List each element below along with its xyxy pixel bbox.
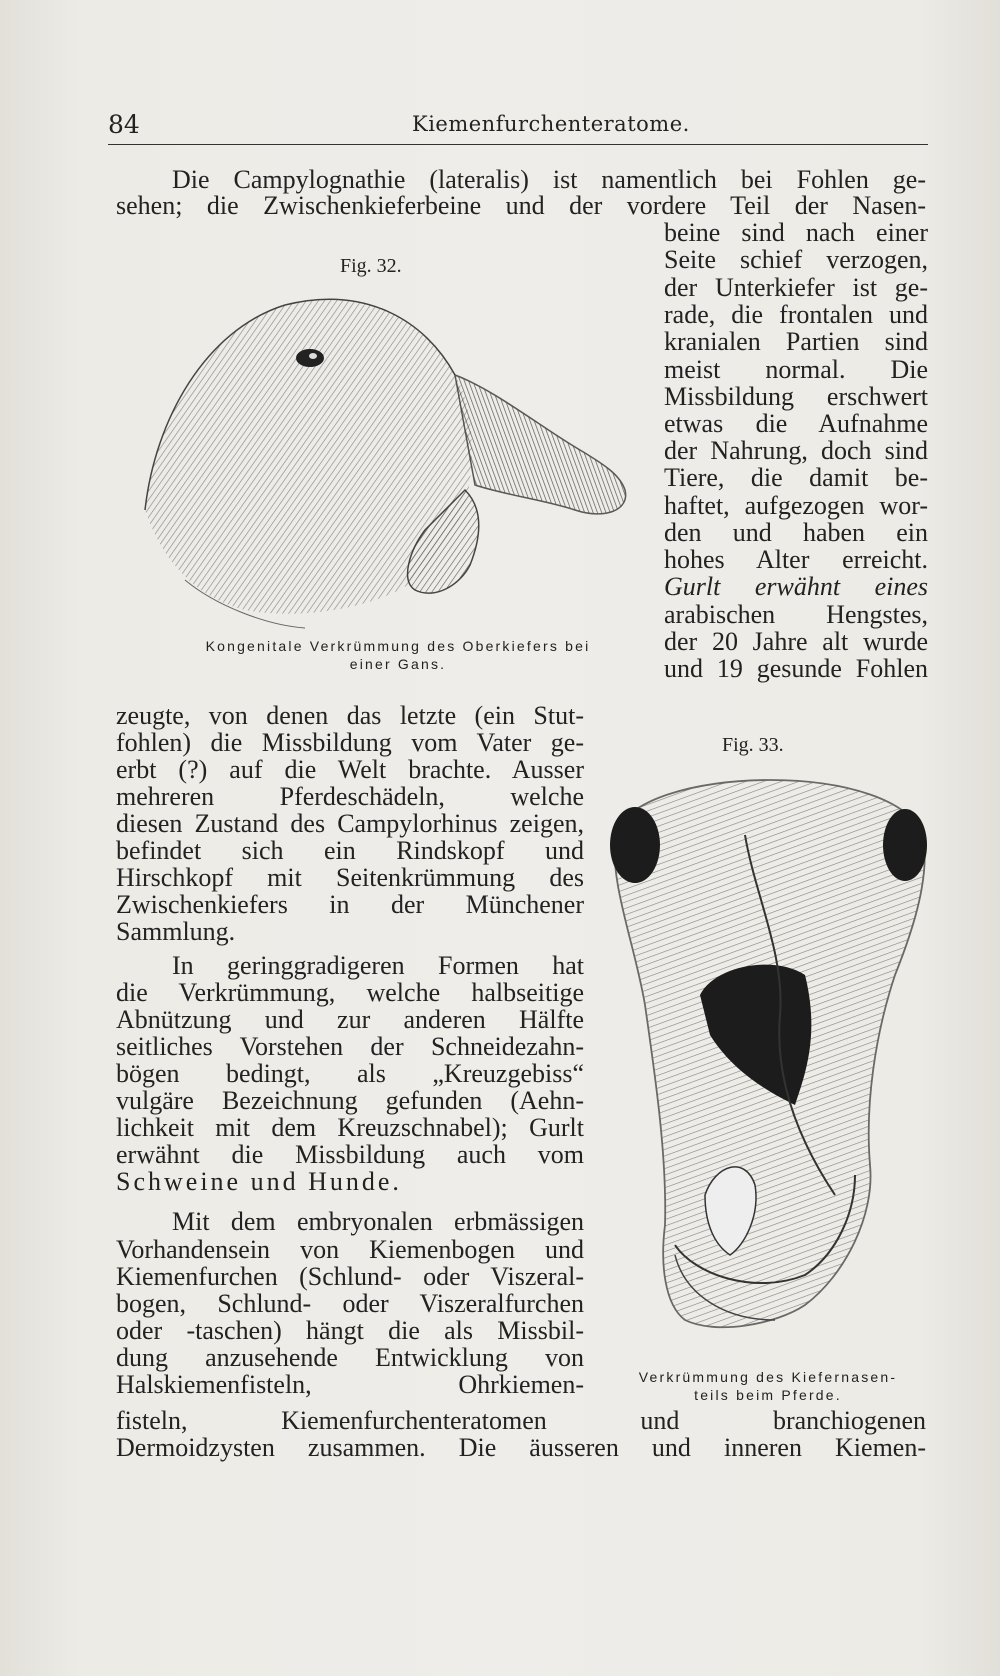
text-line: bögen bedingt, als „Kreuzgebiss“ xyxy=(116,1059,584,1088)
text-line: arabischen Hengstes, xyxy=(664,600,928,629)
text-line: lichkeit mit dem Kreuzschnabel); Gurlt xyxy=(116,1113,584,1142)
running-title: Kiemenfurchenteratome. xyxy=(412,112,690,136)
text-line: fohlen) die Missbildung vom Vater ge- xyxy=(116,728,584,757)
text-line: der Unterkiefer ist ge- xyxy=(664,273,928,302)
figure-32-caption: Kongenitale Verkrümmung des Oberkiefers bei xyxy=(205,638,591,654)
text-line: haftet, aufgezogen wor- xyxy=(664,491,928,520)
text-line: fisteln, Kiemenfurchenteratomen und branchiogenen xyxy=(116,1406,926,1435)
text-line: zeugte, von denen das letzte (ein Stut- xyxy=(116,701,584,730)
text-line: Dermoidzysten zusammen. Die äusseren und inneren Kiemen- xyxy=(116,1433,926,1462)
text-line: dung anzusehende Entwicklung von xyxy=(116,1343,584,1372)
text-line: Hirschkopf mit Seitenkrümmung des xyxy=(116,863,584,892)
text-line: den und haben ein xyxy=(664,518,928,547)
text-line: vulgäre Bezeichnung gefunden (Aehn- xyxy=(116,1086,584,1115)
text-line: Gurlt erwähnt eines xyxy=(664,572,928,601)
text-line: diesen Zustand des Campylorhinus zeigen, xyxy=(116,809,584,838)
text-line: meist normal. Die xyxy=(664,355,928,384)
text-line: Kiemenfurchen (Schlund- oder Viszeral- xyxy=(116,1262,584,1291)
text-line: oder -taschen) hängt die als Missbil- xyxy=(116,1316,584,1345)
text-line: und 19 gesunde Fohlen xyxy=(664,654,928,683)
figure-32-label: Fig. 32. xyxy=(340,255,402,277)
text-line: rade, die frontalen und xyxy=(664,300,928,329)
text-line: Mit dem embryonalen erbmässigen xyxy=(172,1207,584,1236)
text-line: mehreren Pferdeschädeln, welche xyxy=(116,782,584,811)
text-line: beine sind nach einer xyxy=(664,218,928,247)
figure-33-caption: teils beim Pferde. xyxy=(694,1387,842,1403)
text-line: Vorhandensein von Kiemenbogen und xyxy=(116,1235,584,1264)
text-line: Seite schief verzogen, xyxy=(664,245,928,274)
text-line: seitliches Vorstehen der Schneidezahn- xyxy=(116,1032,584,1061)
text-line: Halskiemenfisteln, Ohrkiemen- xyxy=(116,1370,584,1399)
text-line: Die Campylognathie (lateralis) ist namentlich bei Fohlen ge- xyxy=(172,165,926,194)
text-line: erwähnt die Missbildung auch vom xyxy=(116,1140,584,1169)
text-line: etwas die Aufnahme xyxy=(664,409,928,438)
text-line: hohes Alter erreicht. xyxy=(664,545,928,574)
text-line: sehen; die Zwischenkieferbeine und der vordere Teil der Nasen- xyxy=(116,191,926,220)
text-line: die Verkrümmung, welche halbseitige xyxy=(116,978,584,1007)
text-line: Zwischenkiefers in der Münchener xyxy=(116,890,584,919)
text-line: kranialen Partien sind xyxy=(664,327,928,356)
text-line: Tiere, die damit be- xyxy=(664,463,928,492)
text-line: Abnützung und zur anderen Hälfte xyxy=(116,1005,584,1034)
running-header xyxy=(108,110,928,145)
page-number: 84 xyxy=(108,110,140,139)
text-line: der Nahrung, doch sind xyxy=(664,436,928,465)
text-line: der 20 Jahre alt wurde xyxy=(664,627,928,656)
figure-32-caption: einer Gans. xyxy=(349,656,447,672)
figure-33-label: Fig. 33. xyxy=(722,734,784,756)
horse-skull-illustration xyxy=(605,775,935,1345)
figure-33-caption: Verkrümmung des Kiefernasen- xyxy=(638,1369,898,1385)
goose-head-illustration xyxy=(125,280,645,635)
text-line: In geringgradigeren Formen hat xyxy=(172,951,584,980)
text-line: Schweine und Hunde. xyxy=(116,1167,402,1196)
text-line: Sammlung. xyxy=(116,917,236,946)
text-line: befindet sich ein Rindskopf und xyxy=(116,836,584,865)
text-line: Missbildung erschwert xyxy=(664,382,928,411)
text-line: bogen, Schlund- oder Viszeralfurchen xyxy=(116,1289,584,1318)
text-line: erbt (?) auf die Welt brachte. Ausser xyxy=(116,755,584,784)
